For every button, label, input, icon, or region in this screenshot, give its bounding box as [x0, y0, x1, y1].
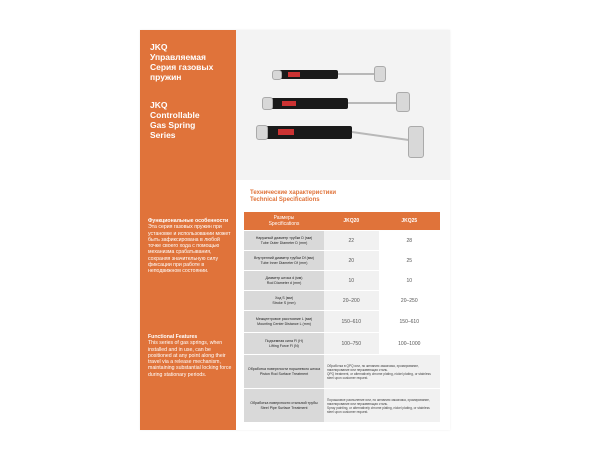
table-row — [244, 251, 440, 271]
spring-3-end — [256, 125, 268, 140]
table-note-row — [244, 389, 440, 423]
header-label-en: Specifications — [268, 221, 300, 227]
title-en-line-3: Series — [150, 130, 176, 140]
spring-1-rod — [338, 73, 376, 75]
note-text: Обработка в QPQ или, по желанию заказчика, хромирование, никелирование или нержавеющая сталь. QPQ treatment, or alternatively chrome plating, nickel plating, or stainless steel upon customer request. — [324, 355, 440, 389]
title-ru-line-2: Серия газовых — [150, 62, 214, 72]
row-label: Наружный диаметр трубки D (мм) Tube Outer Diameter D (mm) — [244, 231, 324, 251]
specs-title — [250, 190, 336, 204]
spec-table — [244, 212, 440, 423]
features-english — [148, 334, 234, 378]
row-value-jkq20: 20–200 — [324, 291, 379, 311]
specs-title-ru: Технические характеристики — [250, 190, 337, 196]
row-value-jkq20: 150–610 — [324, 311, 379, 333]
brochure-page — [140, 30, 450, 430]
spring-2-rod — [348, 102, 398, 104]
spring-2-end — [262, 97, 273, 110]
spring-1-end — [272, 70, 282, 80]
brand-en: JKQ — [150, 100, 168, 110]
features-panel — [140, 180, 236, 430]
row-value-jkq25: 20–250 — [379, 291, 440, 311]
spec-header-row — [244, 212, 440, 231]
header-col-jkq25: JKQ25 — [379, 212, 440, 231]
spring-3-rod — [352, 131, 412, 141]
spring-1-release — [374, 66, 386, 82]
row-value-jkq20: 10 — [324, 271, 379, 291]
table-row — [244, 311, 440, 333]
row-value-jkq20: 100–750 — [324, 333, 379, 355]
row-value-jkq20: 22 — [324, 231, 379, 251]
header-label-ru: Размеры — [273, 215, 295, 221]
title-en-line-1: Controllable — [150, 110, 200, 120]
title-panel — [140, 30, 236, 180]
table-row — [244, 291, 440, 311]
note-label: Обработка поверхности поршневого штока Piston Rod Surface Treatment — [244, 355, 324, 389]
row-value-jkq25: 150–610 — [379, 311, 440, 333]
row-value-jkq25: 28 — [379, 231, 440, 251]
row-label: Подъемная сила Fl (Н) Lifting Force Fl (N) — [244, 333, 324, 355]
note-text: Порошковое распыление или, по желанию заказчика, хромирование, никелирование или нержавеющая сталь. Spray painting, or alternatively chrome plating, nickel plating, or stainless steel upon customer request. — [324, 389, 440, 423]
header-col-jkq20: JKQ20 — [324, 212, 379, 231]
spec-header-label — [244, 212, 324, 231]
title-ru-line-1: Управляемая — [150, 52, 206, 62]
features-en-body: This series of gas springs, when installed and in use, can be positioned at any point along their travel via a release mechanism, maintaining substantial locking force during stationary periods. — [148, 340, 232, 378]
title-en-line-2: Gas Spring — [150, 120, 196, 130]
row-label: Межцентровое расстояние L (мм) Mounting Center Distance L (mm) — [244, 311, 324, 333]
spring-2-release — [396, 92, 410, 112]
features-en-heading: Functional Features — [148, 334, 198, 340]
spring-3-bracket — [408, 126, 424, 158]
features-ru-heading: Функциональные особенности — [148, 218, 229, 224]
title-ru-line-3: пружин — [150, 72, 182, 82]
row-label: Ход S (мм) Stroke S (mm) — [244, 291, 324, 311]
spring-2-label — [282, 101, 296, 106]
row-label: Диаметр штока d (мм) Rod Diameter d (mm) — [244, 271, 324, 291]
row-value-jkq25: 100–1000 — [379, 333, 440, 355]
specs-title-en: Technical Specifications — [250, 197, 320, 203]
row-label: Внутренний диаметр трубки Df (мм) Tube Inner Diameter Df (mm) — [244, 251, 324, 271]
features-russian — [148, 218, 234, 275]
spring-3-label — [278, 129, 294, 135]
note-label: Обработка поверхности стальной трубы Steel Pipe Surface Treatment — [244, 389, 324, 423]
table-note-row — [244, 355, 440, 389]
row-value-jkq25: 25 — [379, 251, 440, 271]
features-ru-body: Эта серия газовых пружин при установке и использовании может быть зафиксирована в любой точке своего хода с помощью механизма срабатывания, сохраняя значительную силу фиксации при работе в неподвижном состоянии. — [148, 224, 231, 275]
gas-spring-photo — [236, 30, 450, 180]
row-value-jkq20: 20 — [324, 251, 379, 271]
table-row — [244, 271, 440, 291]
brand-ru: JKQ — [150, 42, 168, 52]
table-row — [244, 333, 440, 355]
table-row — [244, 231, 440, 251]
title-english — [150, 100, 232, 140]
spring-1-tube — [278, 70, 338, 79]
spring-1-label — [288, 72, 300, 77]
title-russian — [150, 42, 232, 82]
row-value-jkq25: 10 — [379, 271, 440, 291]
